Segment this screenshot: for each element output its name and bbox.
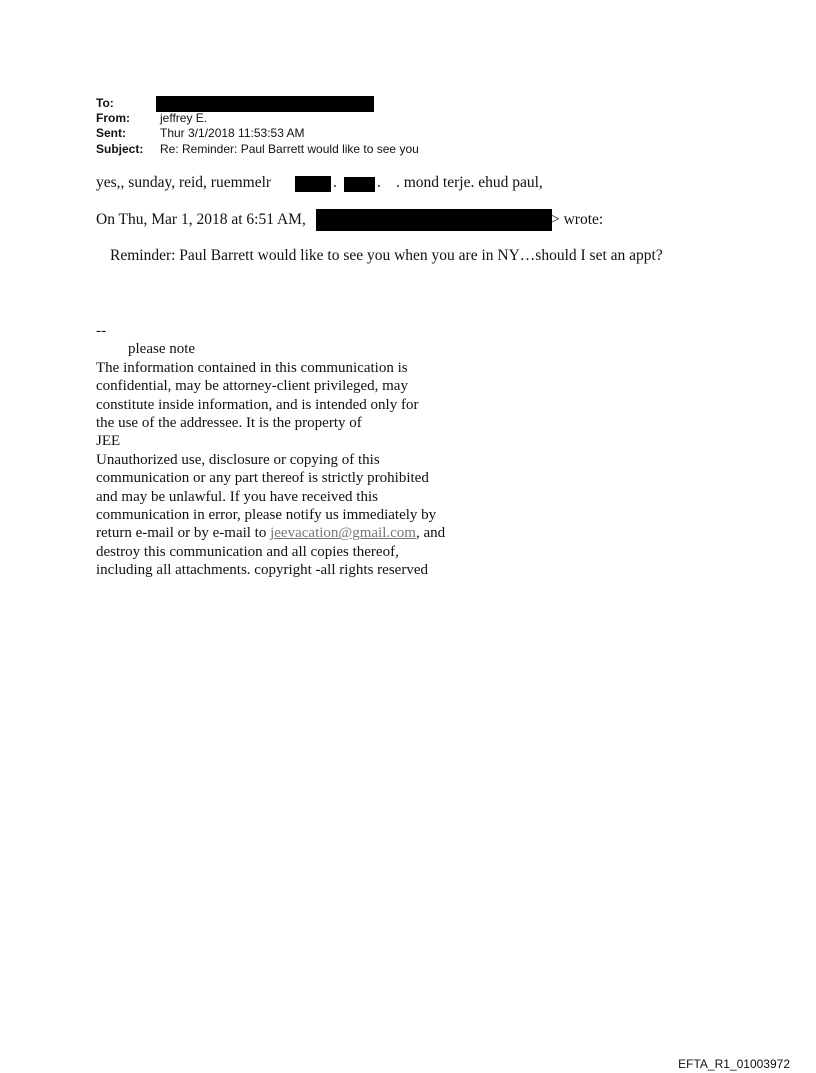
email-line-suffix: , and bbox=[415, 525, 446, 542]
reply-separator: . bbox=[333, 174, 337, 191]
redaction-bar bbox=[316, 209, 552, 231]
disclaimer-line: destroy this communication and all copies thereof, bbox=[96, 543, 399, 560]
disclaimer-email-line bbox=[96, 524, 445, 542]
disclaimer-line: Unauthorized use, disclosure or copying of this bbox=[96, 451, 380, 468]
sent-value: Thur 3/1/2018 11:53:53 AM bbox=[160, 126, 305, 140]
redaction-bar bbox=[344, 177, 375, 192]
disclaimer-line: the use of the addressee. It is the property of bbox=[96, 414, 362, 431]
quote-intro-line bbox=[96, 211, 616, 231]
reply-separator: . bbox=[377, 174, 381, 191]
sent-label: Sent: bbox=[96, 126, 126, 140]
email-line-prefix: return e-mail or by e-mail to bbox=[96, 525, 271, 542]
quote-intro-prefix: On Thu, Mar 1, 2018 at 6:51 AM, bbox=[96, 211, 306, 228]
from-label: From: bbox=[96, 111, 130, 125]
disclaimer-line: The information contained in this communication is bbox=[96, 359, 408, 376]
quote-intro-suffix: > wrote: bbox=[551, 211, 604, 228]
disclaimer-line: communication or any part thereof is strictly prohibited bbox=[96, 470, 429, 487]
to-label: To: bbox=[96, 96, 114, 110]
signature-disclaimer bbox=[96, 322, 445, 579]
email-header bbox=[96, 96, 496, 160]
reply-text-start: yes,, sunday, reid, ruemmelr bbox=[96, 174, 272, 191]
reply-line bbox=[96, 174, 566, 194]
disclaimer-line: confidential, may be attorney-client privileged, may bbox=[96, 378, 408, 395]
disclaimer-line: JEE bbox=[96, 433, 121, 450]
signature-dashes: -- bbox=[96, 323, 106, 339]
quoted-message: Reminder: Paul Barrett would like to see you when you are in NY…should I set an appt? bbox=[110, 247, 663, 264]
reply-text-end: . mond terje. ehud paul, bbox=[396, 174, 543, 191]
disclaimer-line: including all attachments. copyright -all rights reserved bbox=[96, 562, 428, 579]
disclaimer-line: constitute inside information, and is intended only for bbox=[96, 396, 419, 413]
please-note: please note bbox=[128, 341, 196, 358]
disclaimer-line: communication in error, please notify us immediately by bbox=[96, 506, 437, 523]
email-link[interactable]: jeevacation@gmail.com bbox=[270, 525, 416, 542]
disclaimer-line: and may be unlawful. If you have received this bbox=[96, 488, 378, 505]
redaction-bar bbox=[295, 176, 331, 192]
document-id: EFTA_R1_01003972 bbox=[678, 1057, 790, 1071]
subject-value: Re: Reminder: Paul Barrett would like to see you bbox=[160, 142, 419, 156]
subject-label: Subject: bbox=[96, 142, 144, 156]
redaction-bar bbox=[156, 96, 374, 112]
from-value: jeffrey E. bbox=[160, 111, 208, 125]
